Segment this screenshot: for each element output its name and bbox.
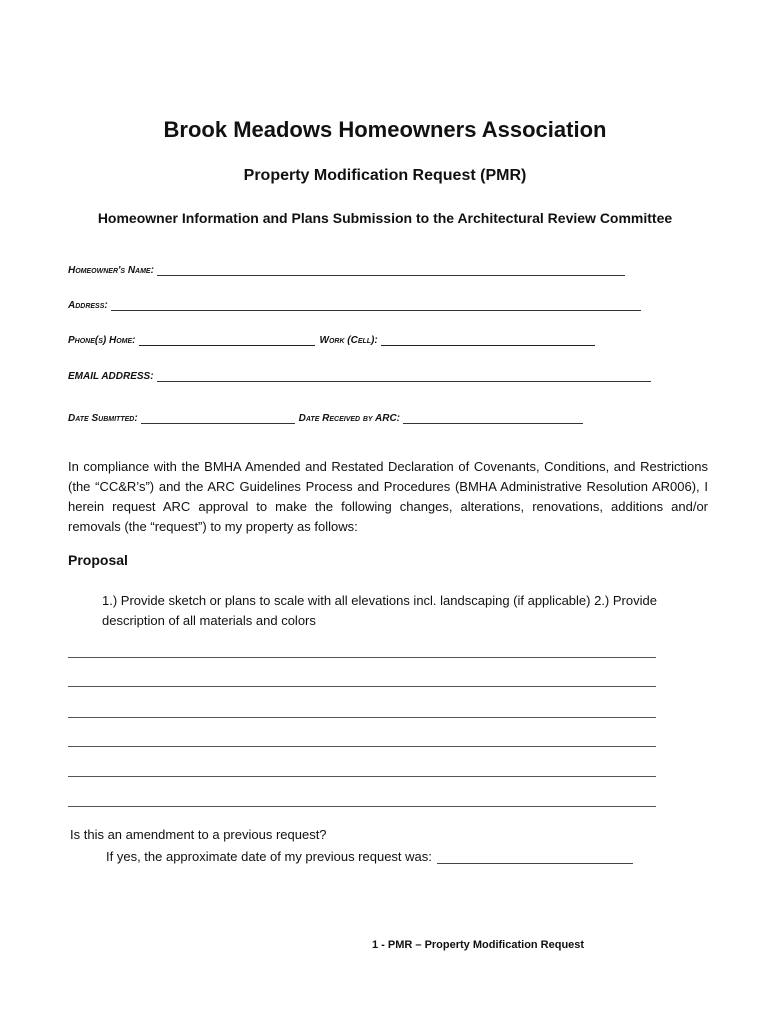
date-submitted-label: Date Submitted: — [68, 413, 138, 424]
amendment-question: Is this an amendment to a previous request? — [70, 827, 327, 842]
homeowner-name-label: Homeowner's Name: — [68, 265, 154, 276]
page-footer: 1 - PMR – Property Modification Request — [372, 939, 585, 951]
proposal-heading: Proposal — [68, 552, 128, 568]
date-received-label: Date Received by ARC: — [298, 413, 400, 424]
phone-home-label: Phone(s) Home: — [68, 335, 136, 346]
address-field — [68, 299, 641, 311]
proposal-line[interactable] — [68, 775, 656, 777]
proposal-line[interactable] — [68, 685, 656, 687]
date-submitted-input-line[interactable] — [141, 412, 295, 424]
date-received-input-line[interactable] — [403, 412, 583, 424]
email-field — [68, 370, 651, 382]
work-cell-label: Work (Cell): — [319, 335, 378, 346]
proposal-line[interactable] — [68, 656, 656, 658]
proposal-line[interactable] — [68, 745, 656, 747]
email-input-line[interactable] — [157, 370, 651, 382]
address-label: Address: — [68, 300, 108, 311]
form-description: Homeowner Information and Plans Submission to the Architectural Review Committee — [97, 210, 673, 226]
address-input-line[interactable] — [111, 299, 641, 311]
dates-field — [68, 412, 583, 424]
homeowner-name-input-line[interactable] — [157, 264, 625, 276]
previous-date-prompt: If yes, the approximate date of my previous request was: — [106, 849, 432, 864]
page-title: Brook Meadows Homeowners Association — [163, 117, 607, 142]
phone-field — [68, 334, 595, 346]
homeowner-name-field — [68, 264, 625, 276]
previous-request-date-field — [106, 849, 633, 864]
form-subtitle: Property Modification Request (PMR) — [243, 167, 527, 184]
previous-date-input-line[interactable] — [437, 851, 633, 864]
proposal-line[interactable] — [68, 716, 656, 718]
email-label: EMAIL ADDRESS: — [68, 371, 154, 382]
phone-home-input-line[interactable] — [139, 334, 315, 346]
proposal-line[interactable] — [68, 805, 656, 807]
proposal-instructions: 1.) Provide sketch or plans to scale with all elevations incl. landscaping (if applicable) 2.) Provide description of all materials and colors — [102, 593, 657, 628]
compliance-paragraph: In compliance with the BMHA Amended and Restated Declaration of Covenants, Conditions, and Restrictions (the “CC&R’s”) and the ARC Guidelines Process and Procedures (BMHA Administrative Resolution AR006), I herein request ARC approval to make the following changes, alterations, renovations, additions and/or removals (the “request”) to my property as follows: — [68, 459, 708, 534]
work-cell-input-line[interactable] — [381, 334, 595, 346]
